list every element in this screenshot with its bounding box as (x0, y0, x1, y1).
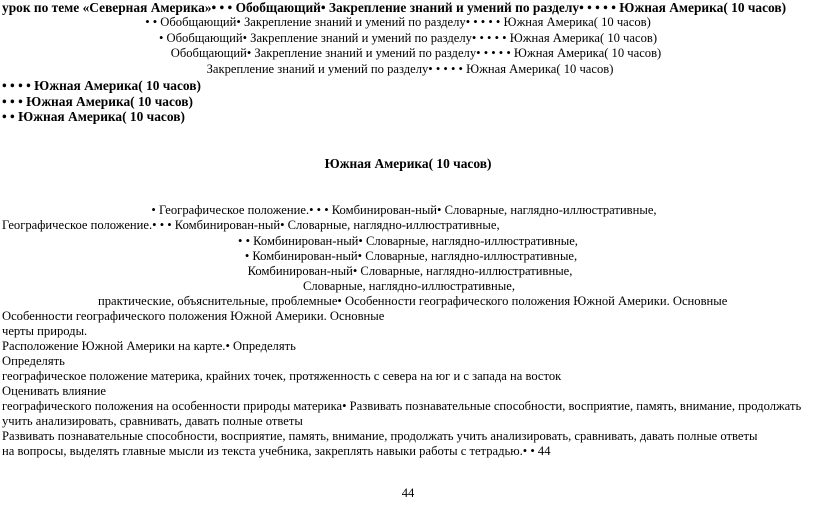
body-line-6: Словарные, наглядно-иллюстративные, (303, 279, 515, 293)
body-line-4: • Комбинирован-ный• Словарные, наглядно-иллюстративные, (244, 249, 578, 263)
body-line-9: черты природы. (2, 324, 88, 338)
body-line-13: Оценивать влияние (2, 384, 107, 398)
header-line-8: • • Южная Америка( 10 часов) (2, 109, 185, 124)
body-line-7: практические, объяснительные, проблемные• Особенности географического положения Южной Америки. Основные (98, 294, 728, 308)
header-line-7: • • • Южная Америка( 10 часов) (2, 94, 193, 109)
header-line-6: • • • • Южная Америка( 10 часов) (2, 78, 201, 93)
body-line-11: Определять (2, 354, 65, 368)
body-line-17: на вопросы, выделять главные мысли из текста учебника, закреплять навыки работы с тетрадью.• • 44 (2, 444, 551, 458)
header-line-4: Обобщающий• Закрепление знаний и умений по разделу• • • • • Южная Америка( 10 часов) (170, 46, 662, 60)
body-line-8: Особенности географического положения Южной Америки. Основные (2, 309, 385, 323)
body-line-16: Развивать познавательные способности, восприятие, память, внимание, продолжать учить анализировать, сравнивать, давать полные ответы (2, 429, 758, 443)
section-title: Южная Америка( 10 часов) (324, 156, 492, 171)
body-line-5: Комбинирован-ный• Словарные, наглядно-иллюстративные, (247, 264, 573, 278)
header-line-3: • Обобщающий• Закрепление знаний и умений по разделу• • • • • Южная Америка( 10 часов) (158, 31, 658, 45)
page-number: 44 (401, 486, 415, 500)
body-line-14: географического положения на особенности природы материка• Развивать познавательные способности, восприятие, память, внимание, продолжать (2, 399, 802, 413)
body-line-2: Географическое положение.• • • Комбинирован-ный• Словарные, наглядно-иллюстративные, (2, 218, 500, 232)
header-line-5: Закрепление знаний и умений по разделу• • • • • Южная Америка( 10 часов) (206, 62, 614, 76)
header-line-2: • • Обобщающий• Закрепление знаний и умений по разделу• • • • • Южная Америка( 10 часов) (145, 15, 651, 29)
body-line-10: Расположение Южной Америки на карте.• Определять (2, 339, 296, 353)
body-line-3: • • Комбинирован-ный• Словарные, наглядно-иллюстративные, (238, 234, 578, 248)
body-line-1: • Географическое положение.• • • Комбинирован-ный• Словарные, наглядно-иллюстративные, (151, 203, 657, 217)
body-line-12: географическое положение материка, крайних точек, протяженность с севера на юг и с запада на восток (2, 369, 562, 383)
header-line-1: урок по теме «Северная Америка»• • • Обобщающий• Закрепление знаний и умений по разделу• • • • • Южная Америка( 10 часов) (2, 0, 787, 15)
body-line-15: учить анализировать, сравнивать, давать полные ответы (2, 414, 303, 428)
